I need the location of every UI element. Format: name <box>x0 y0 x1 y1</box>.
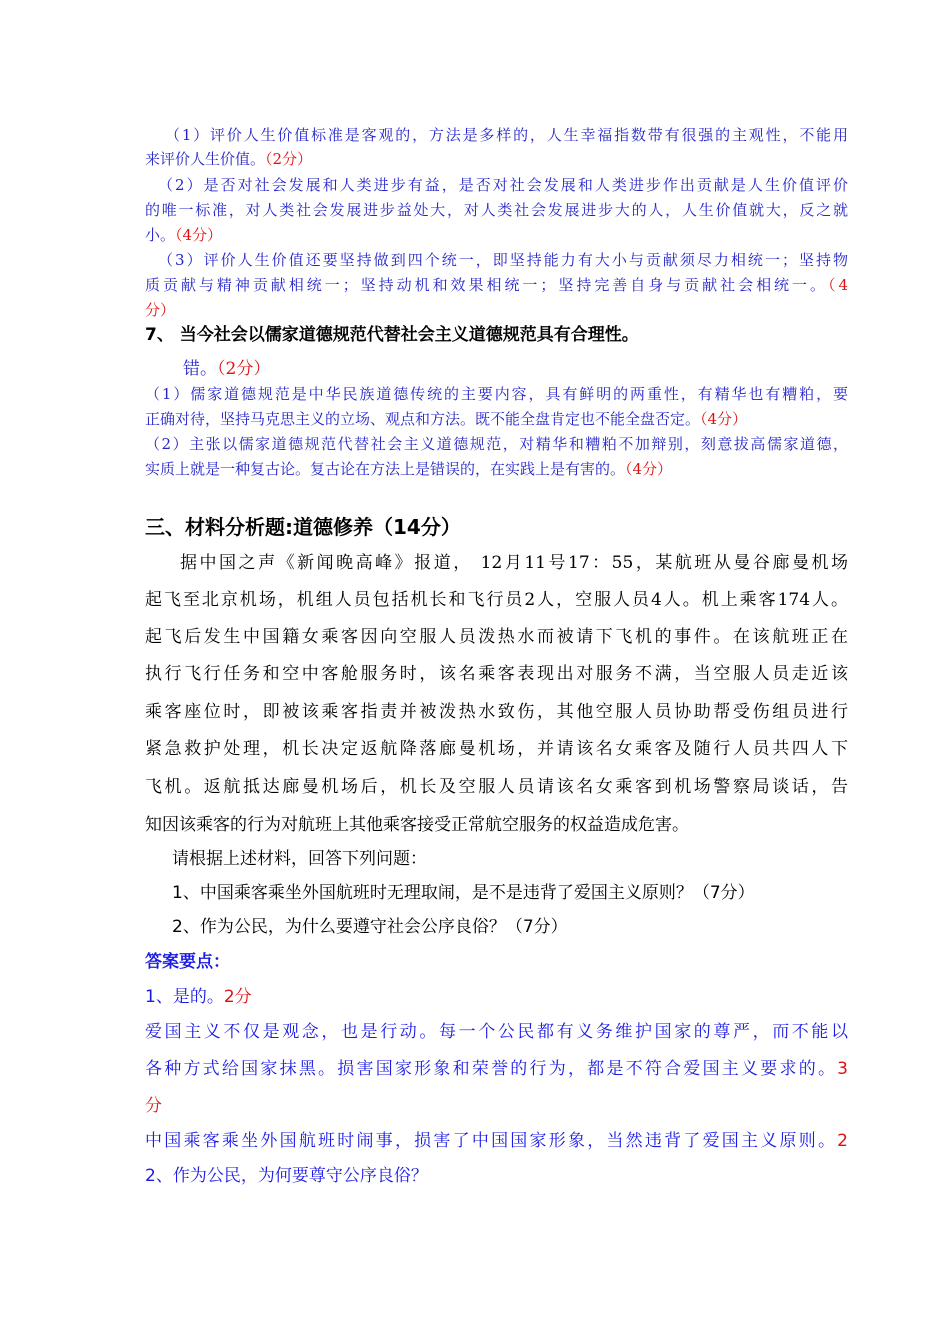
text-segment: 知因该乘客的行为对航班上其他乘客接受正常航空服务的权益造成危害。 <box>145 815 689 835</box>
text-segment: 答案要点： <box>145 952 230 972</box>
text-segment: 中国乘客乘坐外国航班时闹事，损害了中国国家形象，当然违背了爱国主义原则。 <box>145 1131 838 1151</box>
text-segment: 起飞后发生中国籍女乘客因向空服人员泼热水而被请下飞机的事件。在该航班正在 <box>145 627 848 647</box>
material-line <box>145 817 689 834</box>
text-segment: 据中国之声《新闻晚高峰》报道， 12月11号17：55，某航班从曼谷廊曼机场 <box>180 553 848 573</box>
score-points: （4 <box>827 276 848 294</box>
text-segment: （2）主张以儒家道德规范代替社会主义道德规范，对精华和糟粕不加辩别，刻意拔高儒家道德， <box>145 435 848 453</box>
answer-line <box>145 152 312 167</box>
text-segment: 正确对待，坚持马克思主义的立场、观点和方法。既不能全盘肯定也不能全盘否定。 <box>145 410 701 428</box>
answer-line <box>145 437 848 452</box>
answer-key-line <box>145 989 252 1006</box>
text-segment: 三、材料分析题:道德修养（14分） <box>145 515 461 539</box>
score-points: 2分 <box>223 987 252 1007</box>
score-points: 分 <box>145 1096 162 1116</box>
text-segment: （3）评价人生价值还要坚持做到四个统一，即坚持能力有大小与贡献须尽力相统一；坚持物 <box>158 251 848 269</box>
score-points: （4分） <box>625 460 673 478</box>
answer-line <box>145 462 672 477</box>
text-segment: （2）是否对社会发展和人类进步有益，是否对社会发展和人类进步作出贡献是人生价值评价 <box>158 176 848 194</box>
answer-key-line <box>145 1024 848 1041</box>
score-points: 分） <box>145 301 176 319</box>
answer-key-heading <box>145 954 230 971</box>
score-points: 2 <box>837 1131 848 1151</box>
text-segment: 飞机。返航抵达廊曼机场后，机长及空服人员请该名女乘客到机场警察局谈话，告 <box>145 777 848 797</box>
text-segment: 请根据上述材料，回答下列问题： <box>172 849 427 869</box>
material-line <box>145 704 848 721</box>
score-points: （2分） <box>265 150 313 168</box>
text-segment: 乘客座位时，即被该乘客指责并被泼热水致伤，其他空服人员协助帮受伤组员进行 <box>145 702 848 722</box>
text-segment: 1、是的。 <box>145 987 224 1007</box>
score-points: （2分） <box>217 359 271 379</box>
text-segment: 各种方式给国家抹黑。损害国家形象和荣誉的行为，都是不符合爱国主义要求的。 <box>145 1059 838 1079</box>
question-7-title <box>145 327 639 344</box>
answer-key-line <box>145 1061 848 1078</box>
answer-key-line <box>145 1098 162 1115</box>
text-segment: 的唯一标准，对人类社会发展进步益处大，对人类社会发展进步大的人，人生价值就大，反之就 <box>145 201 848 219</box>
text-segment: 起飞至北京机场，机组人员包括机长和飞行员2人，空服人员4人。机上乘客174人。 <box>145 590 848 610</box>
text-segment: 执行飞行任务和空中客舱服务时，该名乘客表现出对服务不满，当空服人员走近该 <box>145 664 848 684</box>
text-segment: 爱国主义不仅是观念，也是行动。每一个公民都有义务维护国家的尊严，而不能以 <box>145 1022 848 1042</box>
question-1 <box>172 885 755 902</box>
section-3-heading <box>145 517 461 537</box>
material-line <box>145 779 848 796</box>
answer-line <box>165 128 848 143</box>
answer-line <box>145 203 848 218</box>
text-segment: 2、作为公民，为何要尊守公序良俗？ <box>145 1166 428 1186</box>
text-segment: 2、作为公民，为什么要遵守社会公序良俗？（7分） <box>172 917 568 937</box>
text-segment: 紧急救护处理，机长决定返航降落廊曼机场，并请该名女乘客及随行人员共四人下 <box>145 739 848 759</box>
text-segment: 错。 <box>183 359 217 379</box>
text-segment: 7、 当今社会以儒家道德规范代替社会主义道德规范具有合理性。 <box>145 325 639 345</box>
material-line <box>145 666 848 683</box>
material-line <box>145 629 848 646</box>
answer-line <box>145 228 222 243</box>
answer-line <box>145 412 747 427</box>
material-line <box>145 741 848 758</box>
text-segment: 小。 <box>145 226 176 244</box>
text-segment: 1、中国乘客乘坐外国航班时无理取闹，是不是违背了爱国主义原则？（7分） <box>172 883 755 903</box>
score-points: （4分） <box>175 226 223 244</box>
text-segment: 实质上就是一种复古论。复古论在方法上是错误的，在实践上是有害的。 <box>145 460 626 478</box>
question-prompt <box>172 851 427 868</box>
question-2 <box>172 919 568 936</box>
text-segment: （1）评价人生价值标准是客观的，方法是多样的，人生幸福指数带有很强的主观性，不能用 <box>165 126 848 144</box>
answer-key-line <box>145 1168 428 1185</box>
text-segment: （1）儒家道德规范是中华民族道德传统的主要内容，具有鲜明的两重性，有精华也有糟粕，要 <box>145 385 848 403</box>
answer-line <box>145 387 848 402</box>
answer-line <box>158 253 848 268</box>
answer-line <box>145 278 848 293</box>
score-points: （4分） <box>700 410 748 428</box>
text-segment: 质贡献与精神贡献相统一；坚持动机和效果相统一；坚持完善自身与贡献社会相统一。 <box>145 276 828 294</box>
answer-key-line <box>145 1133 848 1150</box>
answer-line <box>158 178 848 193</box>
answer-verdict <box>183 361 270 378</box>
text-segment: 来评价人生价值。 <box>145 150 266 168</box>
material-line <box>180 555 848 572</box>
score-points: 3 <box>837 1059 848 1079</box>
material-line <box>145 592 848 609</box>
answer-line <box>145 303 175 318</box>
